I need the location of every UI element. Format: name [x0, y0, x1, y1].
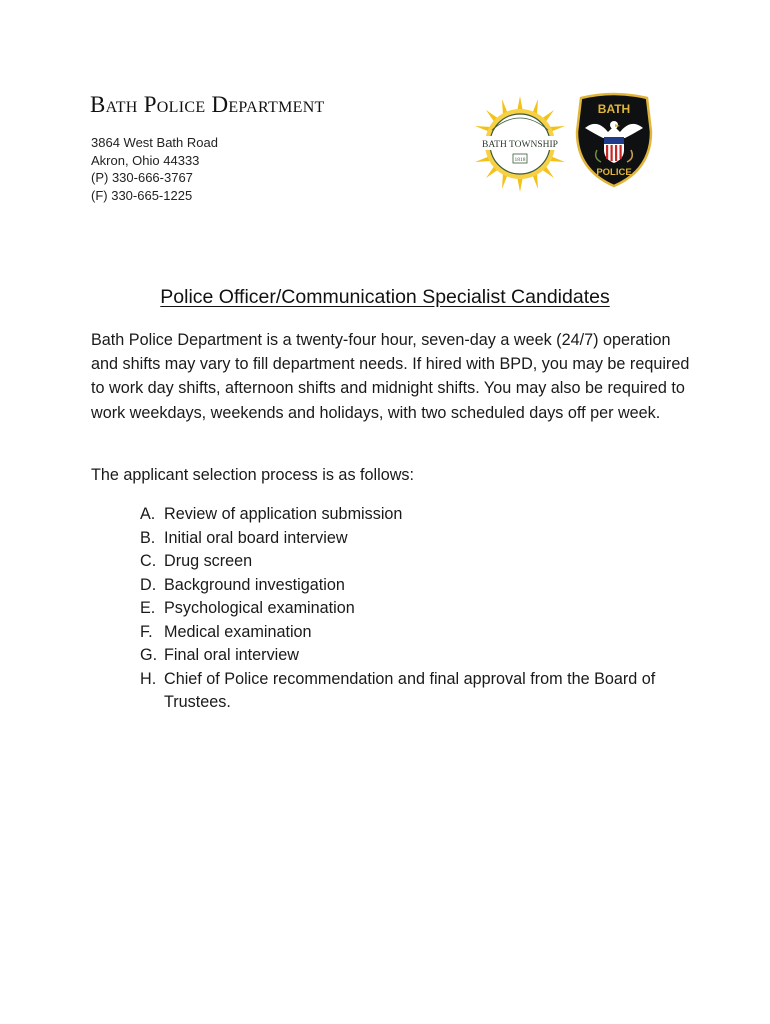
township-logo-text: BATH TOWNSHIP: [482, 140, 558, 150]
contact-block: [91, 134, 218, 204]
list-marker: F.: [140, 622, 153, 641]
list-marker: H.: [140, 669, 157, 688]
list-marker: E.: [140, 599, 156, 617]
list-marker: A.: [140, 505, 156, 523]
list-marker: D.: [140, 575, 157, 594]
list-item-text: Final oral interview: [164, 646, 299, 664]
list-item-text: Medical examination: [164, 622, 312, 641]
org-name: Bath Police Department: [90, 92, 325, 117]
list-item-text: Initial oral board interview: [164, 528, 348, 547]
list-item-text: Chief of Police recommendation and final approval from the Board of Trustees.: [164, 669, 656, 711]
township-logo-year: 1818: [514, 157, 526, 163]
list-marker: C.: [140, 552, 157, 570]
list-item: [140, 550, 700, 574]
list-item-text: Review of application submission: [164, 505, 403, 523]
list-item-text: Drug screen: [164, 552, 253, 570]
list-item: [140, 621, 700, 645]
fax-number: (F) 330-665-1225: [91, 187, 193, 203]
badge-top-text: BATH: [597, 102, 631, 116]
selection-steps-list: [140, 503, 700, 715]
list-item: [140, 503, 700, 527]
list-marker: B.: [140, 528, 156, 547]
address-line-2: Akron, Ohio 44333: [91, 152, 200, 168]
list-item: [140, 644, 700, 668]
address-line-1: 3864 West Bath Road: [91, 135, 218, 150]
bath-police-badge: [575, 92, 653, 188]
bath-township-logo: [470, 94, 570, 194]
intro-paragraph: Bath Police Department is a twenty-four hour, seven-day a week (24/7) operation and shifts may vary to fill department needs. If hired with BPD, you may be required to work day shifts, afternoon shifts and midnight shifts. You may also be required to work weekdays, weekends and holidays, with two scheduled days off per week.: [91, 331, 690, 422]
badge-bottom-text: POLICE: [596, 167, 632, 178]
document-title: Police Officer/Communication Specialist Candidates: [160, 286, 610, 308]
list-item-text: Psychological examination: [164, 599, 355, 617]
list-item: [140, 668, 700, 715]
list-marker: G.: [140, 646, 158, 664]
selection-process-lead: The applicant selection process is as follows:: [91, 466, 415, 484]
phone-number: (P) 330-666-3767: [91, 170, 193, 185]
list-item: [140, 527, 700, 551]
list-item: [140, 597, 700, 621]
list-item: [140, 574, 700, 598]
list-item-text: Background investigation: [164, 575, 345, 594]
